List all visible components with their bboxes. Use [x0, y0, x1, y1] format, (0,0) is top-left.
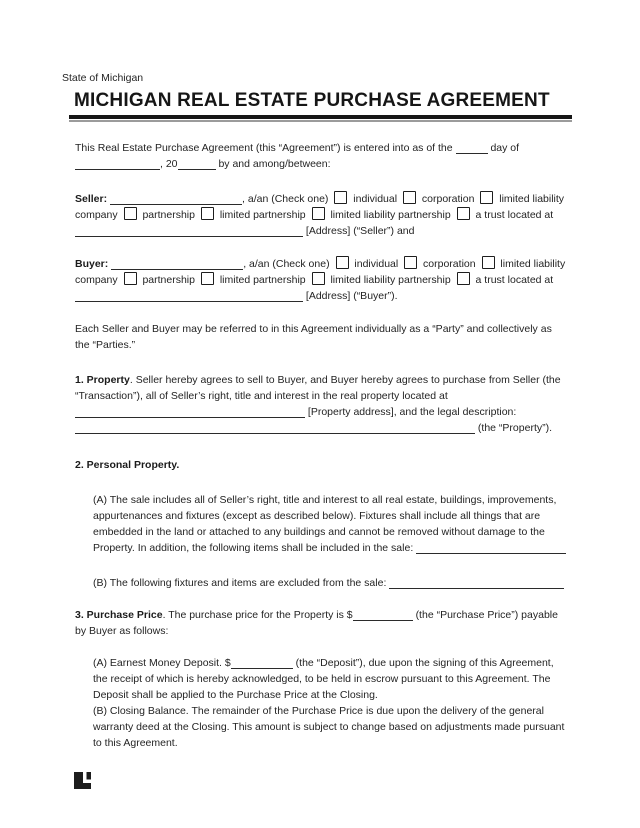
seller-checkbox-trust[interactable] [457, 207, 470, 220]
seller-aan: , a/an (Check one) [242, 193, 329, 205]
title-rule [69, 115, 572, 122]
seller-paragraph [75, 191, 568, 239]
section-3-body-pre: . The purchase price for the Property is $ [162, 609, 353, 621]
seller-name-blank[interactable] [110, 191, 242, 205]
section-2-clause-a: (A) The sale includes all of Seller’s right, title and interest to all real estate, buildings, improvements, appurtenances and fixtures (except as described below). Fixtures shall include all things that are embedded in the land or attached to any buildings and cannot be removed without damage to the Property. In addition, the following items shall be included in the sale: [93, 492, 568, 556]
seller-address-blank[interactable] [75, 223, 303, 237]
seller-checkbox-limited-partnership[interactable] [201, 207, 214, 220]
intro-comma-20: , 20 [160, 158, 178, 170]
deposit-amount-blank[interactable] [231, 655, 293, 669]
year-blank[interactable] [178, 156, 216, 170]
section-3-body-post: (the “Purchase Price”) payable by Buyer as follows: [75, 609, 558, 637]
entity-option-label: limited liability company [75, 193, 565, 221]
entity-option-label: limited partnership [219, 209, 306, 221]
buyer-checkbox-partnership[interactable] [124, 272, 137, 285]
seller-checkbox-partnership[interactable] [124, 207, 137, 220]
parties-paragraph: Each Seller and Buyer may be referred to in this Agreement individually as a “Party” and collectively as the “Parties.” [75, 323, 552, 351]
buyer-label: Buyer: [75, 258, 109, 270]
buyer-checkbox-individual[interactable] [336, 256, 349, 269]
state-label: State of Michigan [62, 72, 144, 84]
property-address-blank[interactable] [75, 404, 305, 418]
buyer-checkbox-limited-partnership[interactable] [201, 272, 214, 285]
entity-option-label: limited liability partnership [330, 209, 451, 221]
entity-option-label: limited liability company [75, 258, 566, 286]
buyer-address-suffix: [Address] (“Buyer”). [305, 290, 398, 302]
entity-option-label: partnership [142, 209, 195, 221]
month-blank[interactable] [75, 156, 160, 170]
buyer-paragraph [75, 256, 568, 304]
entity-option-label: limited partnership [219, 274, 306, 286]
excluded-items-blank[interactable] [389, 575, 564, 589]
buyer-checkbox-llp[interactable] [312, 272, 325, 285]
seller-checkbox-individual[interactable] [334, 191, 347, 204]
purchase-price-blank[interactable] [353, 607, 413, 621]
deposit-clause: (A) Earnest Money Deposit. $ (the “Deposit”), due upon the signing of this Agreement, the receipt of which is hereby acknowledged, to be held in escrow pursuant to this Agreement. The Deposit shall be applied to the Purchase Price at the Closing. [93, 657, 554, 701]
buyer-aan: , a/an (Check one) [243, 258, 330, 270]
seller-address-suffix: [Address] (“Seller”) and [305, 225, 415, 237]
property-address-label: [Property address], and the legal description: [307, 406, 517, 418]
day-blank[interactable] [456, 140, 488, 154]
entity-option-label: partnership [142, 274, 195, 286]
section-2-heading: 2. Personal Property. [75, 459, 180, 471]
buyer-name-blank[interactable] [111, 256, 243, 270]
page-title: MICHIGAN REAL ESTATE PURCHASE AGREEMENT [74, 90, 550, 111]
entity-option-label: corporation [423, 258, 476, 270]
seller-checkbox-corporation[interactable] [403, 191, 416, 204]
closing-balance-clause: (B) Closing Balance. The remainder of the Purchase Price is due upon the delivery of the general warranty deed at the Closing. This amount is subject to change based on adjustments made pursuant to this Agreement. [93, 705, 565, 749]
intro-day-of: day of [490, 142, 520, 154]
entity-option-label: individual [354, 258, 399, 270]
buyer-located-at: located at [507, 274, 554, 286]
intro-paragraph [75, 140, 568, 172]
section-3-purchase-price [75, 607, 568, 639]
entity-option-label: corporation [421, 193, 475, 205]
buyer-address-blank[interactable] [75, 288, 303, 302]
section-3-clauses [93, 655, 568, 751]
legal-templates-logo-icon [74, 772, 91, 789]
intro-lead: This Real Estate Purchase Agreement (this “Agreement”) is entered into as of the [75, 142, 453, 154]
included-items-blank[interactable] [416, 540, 566, 554]
seller-checkbox-llp[interactable] [312, 207, 325, 220]
buyer-checkbox-llc[interactable] [482, 256, 495, 269]
legal-description-blank[interactable] [75, 420, 475, 434]
section-1-body: . Seller hereby agrees to sell to Buyer, and Buyer hereby agrees to purchase from Seller (the “Transaction”), all of Seller’s right, title and interest in the real property located at [75, 374, 561, 402]
seller-label: Seller: [75, 193, 108, 205]
section-3-heading: 3. Purchase Price [75, 609, 163, 621]
section-1-property [75, 372, 568, 436]
seller-located-at: located at [507, 209, 554, 221]
intro-tail: by and among/between: [218, 158, 331, 170]
section-1-heading: 1. Property [75, 374, 130, 386]
entity-option-label: a trust [475, 209, 505, 221]
property-suffix: (the “Property”). [477, 422, 553, 434]
title-rule-shadow [69, 120, 572, 122]
section-2-clause-b: (B) The following fixtures and items are excluded from the sale: [93, 575, 568, 591]
buyer-checkbox-corporation[interactable] [404, 256, 417, 269]
entity-option-label: limited liability partnership [330, 274, 451, 286]
title-rule-black [69, 115, 572, 119]
seller-checkbox-llc[interactable] [480, 191, 493, 204]
buyer-checkbox-trust[interactable] [457, 272, 470, 285]
entity-option-label: a trust [475, 274, 505, 286]
entity-option-label: individual [353, 193, 398, 205]
